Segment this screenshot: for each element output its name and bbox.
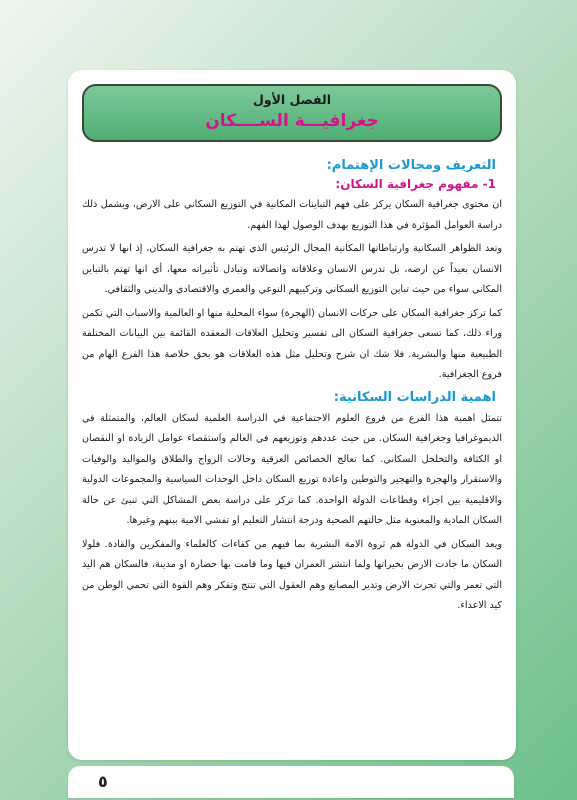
concept-subheading: 1- مفهوم جغرافية السكان: [335,177,496,191]
page-content [82,158,502,617]
paragraph-4: تتمثل اهمية هذا الفرع من فروع العلوم الاجتماعية في الدراسة العلمية لسكان العالم، والمتمثلة في الديموغرافيا وجغرافية السكان. من حيث عددهم وتوزيعهم في العالم واستقصاء عوامل الزيادة او النقصان او الكثافة والتخلخل السكاني. كما تعالج الخصائص العرقية وحالات الزواج والطلاق والمواليد والوفيات والاستقرار والهجرة والتهجير والتوطين واعادة توزيع السكان داخل الوحدات السياسية والمجموعات الدولية والاقليمية بين اجزاء وقطاعات الدولة الواحدة. كما تركز على دراسة بعض المشاكل التي تنبئ عن حالة السكان المادية والمعنوية مثل حالتهم الصحية ودرجة انتشار التعليم او تفشي الامية بينهم وغيرها. [82,412,502,526]
page-sheet [68,70,516,760]
chapter-label: الفصل الأول [252,92,331,107]
paragraph-5: ويعد السكان في الدولة هم ثروة الامة البشرية بما فيهم من كفاءات كالعلماء والمفكرين والقادة. فلولا السكان ما جادت الارض بخيراتها ولما انتشر العمران فيها وما قامت بها حضارة او مدينة، فالسكان هم اليد التي تعمر والتي تحرث الارض وتدير المصانع وهم العقول التي تنتج وتفكر وهم القوة التي تحمي الوطن من كيد الاعداء. [82,538,502,611]
page-number: ٥ [98,772,108,791]
definitions-heading: التعريف ومجالات الإهتمام: [326,158,496,173]
footer-bar [68,766,514,798]
chapter-header [82,84,502,142]
chapter-title: جغرافيـــة الســــكان [205,111,379,131]
paragraph-2: وتعد الظواهر السكانية وارتباطاتها المكانية المجال الرئيس الذي تهتم به جغرافية السكان، إذ انها لا تدرس الانسان بعيداً عن ارضه، بل تدرس الانسان وعلاقاته واتصالاته وتبادل تأثيراته معها، أي انها تهتم بالتباين المكاني سواء من حيث تباين التوزيع السكاني وتركيبهم النوعي والعمري والاقتصادي والديني والثقافي. [82,243,502,295]
importance-heading: اهمية الدراسات السكانية: [333,389,496,405]
paragraph-1: ان محتوى جغرافية السكان يركز على فهم التباينات المكانية في التوزيع السكاني على الارض، ويشمل ذلك دراسة العوامل المؤثرة في هذا التوزيع بهدف الوصول لهذا الفهم. [82,199,502,231]
paragraph-3: كما تركز جغرافية السكان على حركات الانسان (الهجرة) سواء المحلية منها او العالمية والاسباب التي تكمن وراء ذلك، كما تسعى جغرافية السكان الى تفسير وتحليل العلاقات المعقده القائمة بين البيانات المختلفة الطبيعية منها والبشرية. فلا شك ان شرح وتحليل مثل هذه العلاقات هو بحق خلاصة هذا الفرع الهام من فروع الجغرافية. [82,307,502,380]
